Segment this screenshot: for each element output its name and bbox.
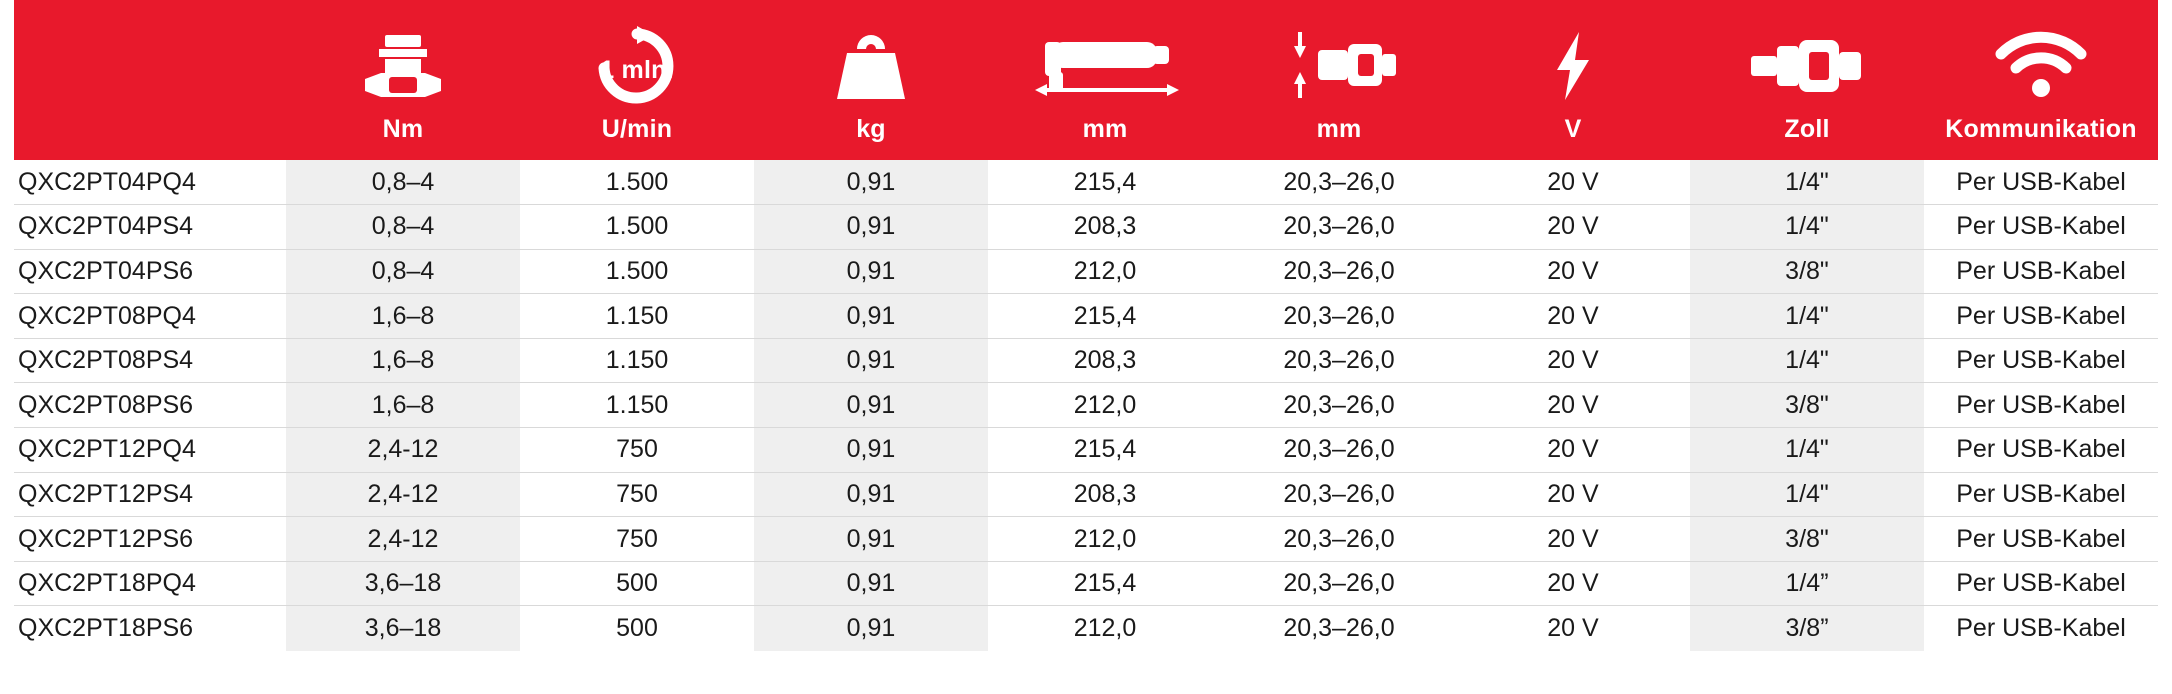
cell-weight: 0,91 [754,428,988,473]
table-row [14,517,2158,562]
cell-weight: 0,91 [754,606,988,651]
cell-height: 20,3–26,0 [1222,561,1456,606]
cell-length: 208,3 [988,338,1222,383]
cell-length: 208,3 [988,472,1222,517]
cell-voltage: 20 V [1456,294,1690,339]
cell-drive: 1/4" [1690,160,1924,205]
cell-weight: 0,91 [754,160,988,205]
cell-speed: 1.150 [520,383,754,428]
tool-height-icon [1274,23,1404,109]
table-row [14,561,2158,606]
weight-icon [829,23,913,109]
cell-speed: 1.150 [520,294,754,339]
cell-comm: Per USB-Kabel [1924,205,2158,250]
cell-model: QXC2PT18PQ4 [14,561,286,606]
cell-weight: 0,91 [754,294,988,339]
cell-weight: 0,91 [754,561,988,606]
cell-model: QXC2PT04PS4 [14,205,286,250]
cell-drive: 3/8" [1690,517,1924,562]
tool-length-icon [1027,23,1183,109]
cell-weight: 0,91 [754,517,988,562]
cell-torque: 0,8–4 [286,160,520,205]
column-header-length-label: mm [1082,115,1128,143]
cell-torque: 2,4-12 [286,472,520,517]
cell-torque: 2,4-12 [286,428,520,473]
cell-drive: 3/8” [1690,606,1924,651]
cell-voltage: 20 V [1456,383,1690,428]
column-header-voltage-label: V [1564,115,1582,143]
cell-length: 212,0 [988,249,1222,294]
cell-drive: 1/4” [1690,561,1924,606]
cell-drive: 1/4" [1690,472,1924,517]
cell-torque: 1,6–8 [286,383,520,428]
cell-voltage: 20 V [1456,428,1690,473]
cell-comm: Per USB-Kabel [1924,338,2158,383]
cell-weight: 0,91 [754,383,988,428]
cell-speed: 750 [520,472,754,517]
cell-weight: 0,91 [754,249,988,294]
cell-length: 212,0 [988,383,1222,428]
table-row [14,338,2158,383]
cell-voltage: 20 V [1456,205,1690,250]
cell-voltage: 20 V [1456,249,1690,294]
cell-height: 20,3–26,0 [1222,249,1456,294]
cell-drive: 1/4" [1690,338,1924,383]
one-million-cycles-icon [583,23,691,109]
table-header [14,0,2158,160]
cell-speed: 1.500 [520,205,754,250]
header-row [14,0,2158,160]
column-header-torque-label: Nm [382,115,424,143]
cell-height: 20,3–26,0 [1222,338,1456,383]
cell-voltage: 20 V [1456,561,1690,606]
cell-comm: Per USB-Kabel [1924,294,2158,339]
table-row [14,472,2158,517]
nut-bolt-icon [355,23,451,109]
cell-length: 212,0 [988,517,1222,562]
cell-model: QXC2PT18PS6 [18,613,194,642]
cell-model: QXC2PT12PS4 [14,472,286,517]
column-header-drive [1690,0,1924,160]
table-row [14,383,2158,428]
column-header-drive-label: Zoll [1784,115,1830,143]
cell-height: 20,3–26,0 [1222,383,1456,428]
svg-text:1 mln.: 1 mln. [600,56,674,84]
square-drive-icon [1745,23,1869,109]
cell-model: QXC2PT08PS4 [14,338,286,383]
specification-table [14,0,2158,651]
cell-height: 20,3–26,0 [1222,472,1456,517]
cell-torque: 3,6–18 [286,561,520,606]
column-header-weight-label: kg [856,115,886,143]
column-header-voltage [1456,0,1690,160]
column-header-speed [520,0,754,160]
cell-comm: Per USB-Kabel [1924,561,2158,606]
cell-model: QXC2PT08PQ4 [14,294,286,339]
cell-length: 215,4 [988,160,1222,205]
cell-speed: 750 [520,517,754,562]
cell-speed: 1.150 [520,338,754,383]
cell-voltage: 20 V [1456,160,1690,205]
column-header-height-label: mm [1316,115,1362,143]
cell-drive: 3/8" [1690,249,1924,294]
cell-height: 20,3–26,0 [1283,613,1395,642]
cell-height: 20,3–26,0 [1222,517,1456,562]
cell-voltage: 20 V [1456,472,1690,517]
cell-speed: 750 [520,428,754,473]
cell-height: 20,3–26,0 [1222,160,1456,205]
cell-length: 215,4 [988,294,1222,339]
cell-torque: 2,4-12 [286,517,520,562]
cell-voltage: 20 V [1456,338,1690,383]
column-header-torque [286,0,520,160]
cell-voltage: 20 V [1547,613,1599,642]
column-header-length [988,0,1222,160]
cell-height: 20,3–26,0 [1222,428,1456,473]
wifi-icon [1989,23,2093,109]
lightning-bolt-icon [1549,23,1597,109]
cell-drive: 1/4" [1690,205,1924,250]
cell-voltage: 20 V [1456,517,1690,562]
cell-comm: Per USB-Kabel [1924,383,2158,428]
cell-weight: 0,91 [754,205,988,250]
cell-torque: 3,6–18 [286,606,520,651]
cell-comm: Per USB-Kabel [1924,249,2158,294]
cell-height: 20,3–26,0 [1222,294,1456,339]
cell-torque: 0,8–4 [286,249,520,294]
table-body [14,160,2158,651]
column-header-speed-label: U/min [601,115,673,143]
cell-comm: Per USB-Kabel [1924,517,2158,562]
table-row [14,294,2158,339]
cell-weight: 0,91 [754,472,988,517]
cell-comm: Per USB-Kabel [1924,472,2158,517]
cell-comm: Per USB-Kabel [1956,613,2126,642]
cell-drive: 1/4" [1690,428,1924,473]
cell-model: QXC2PT04PQ4 [14,160,286,205]
cell-length: 215,4 [988,561,1222,606]
cell-weight: 0,91 [754,338,988,383]
cell-drive: 1/4" [1690,294,1924,339]
table-row [14,160,2158,205]
cell-comm: Per USB-Kabel [1924,428,2158,473]
column-header-weight [754,0,988,160]
cell-length: 215,4 [988,428,1222,473]
cell-model: QXC2PT12PQ4 [14,428,286,473]
cell-model: QXC2PT12PS6 [14,517,286,562]
cell-height: 20,3–26,0 [1222,205,1456,250]
column-header-model [14,0,286,160]
table-row [14,428,2158,473]
cell-comm: Per USB-Kabel [1924,160,2158,205]
cell-length: 208,3 [988,205,1222,250]
cell-speed: 1.500 [520,160,754,205]
cell-length: 212,0 [1073,613,1137,642]
cell-speed: 1.500 [520,249,754,294]
cell-drive: 3/8" [1690,383,1924,428]
column-header-communication [1924,0,2158,160]
cell-model: QXC2PT08PS6 [14,383,286,428]
column-header-height [1222,0,1456,160]
column-header-communication-label: Kommunikation [1945,115,2137,143]
table-row [14,249,2158,294]
cell-torque: 1,6–8 [286,294,520,339]
cell-speed: 500 [520,561,754,606]
table-row [14,205,2158,250]
table-row [14,606,2158,651]
cell-model: QXC2PT04PS6 [14,249,286,294]
cell-speed: 500 [616,613,658,642]
cell-torque: 0,8–4 [286,205,520,250]
cell-torque: 1,6–8 [286,338,520,383]
